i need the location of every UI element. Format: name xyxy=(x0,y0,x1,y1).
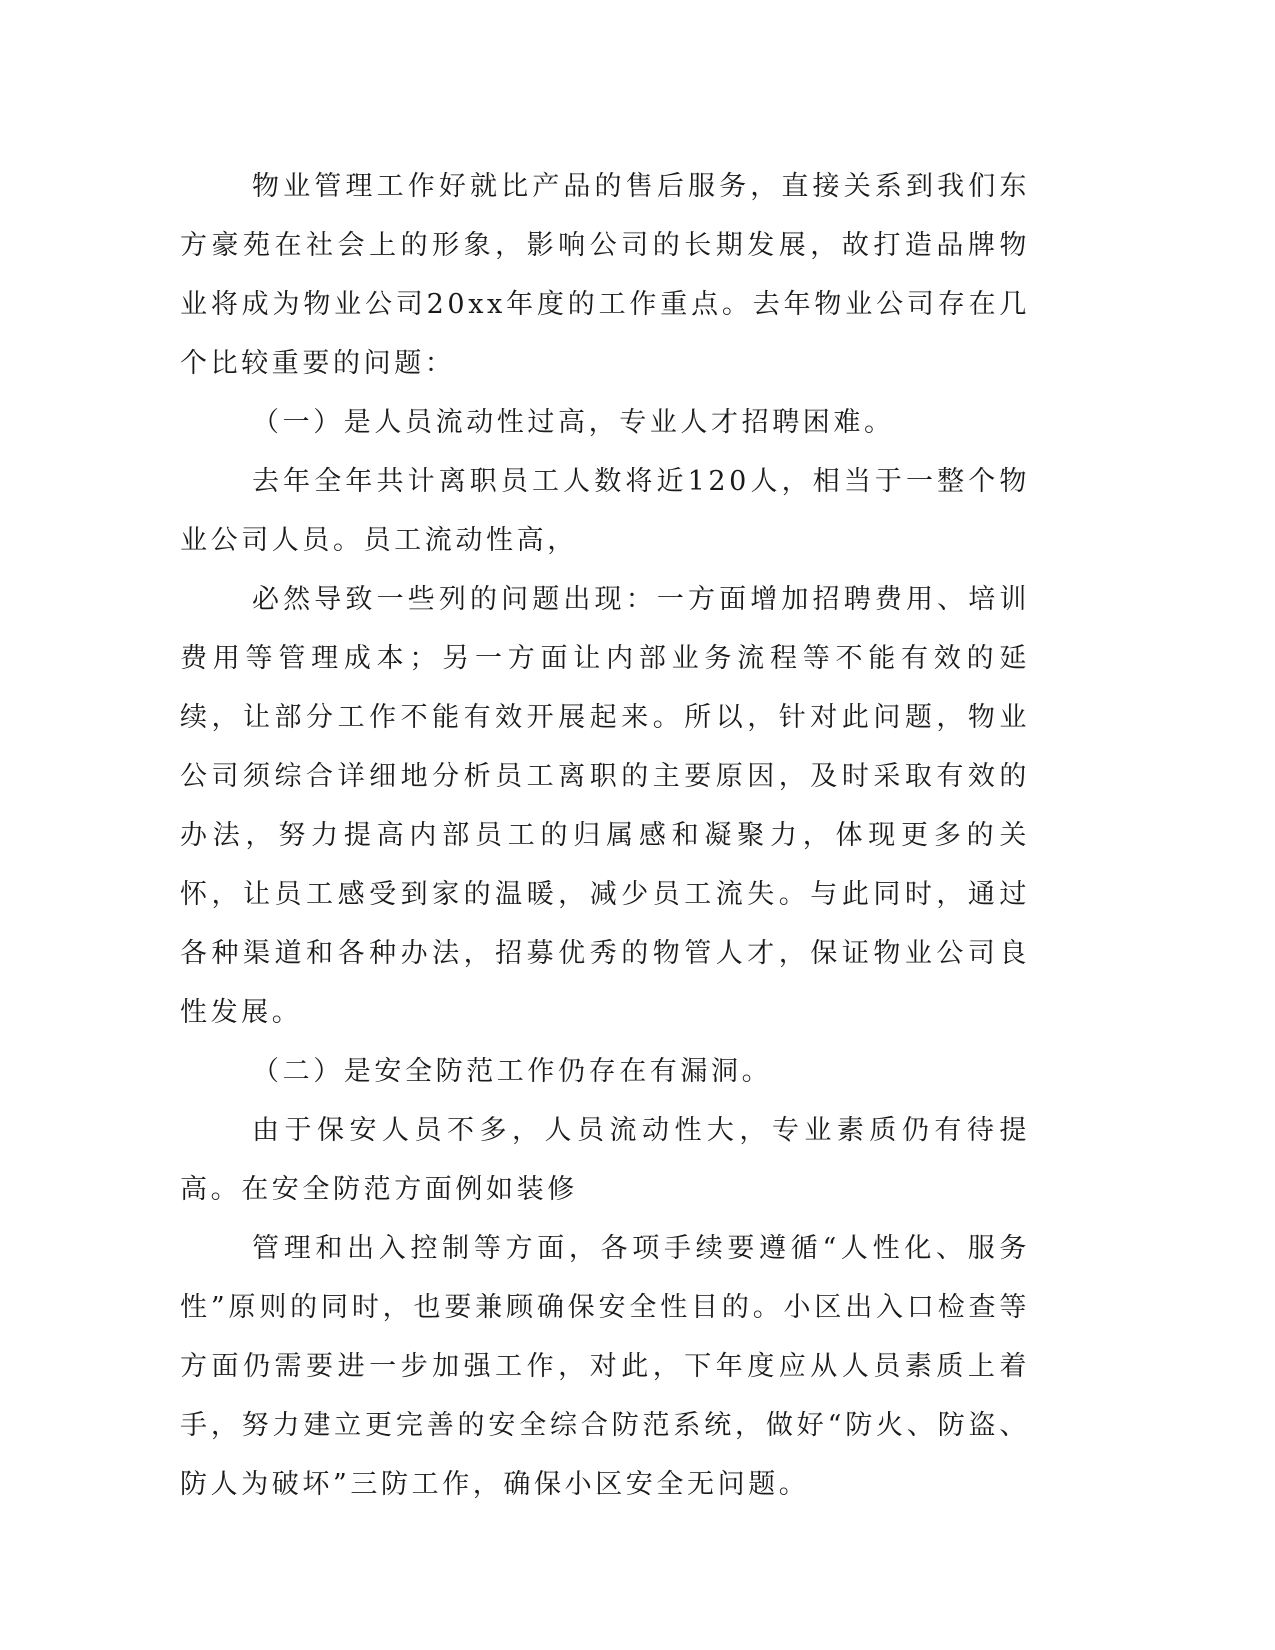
document-body xyxy=(180,157,1030,1514)
paragraph-turnover: 去年全年共计离职员工人数将近120人，相当于一整个物业公司人员。员工流动性高， xyxy=(180,466,1030,556)
heading-issue-two: （二）是安全防范工作仍存在有漏洞。 xyxy=(252,1056,773,1087)
paragraph-security-measures: 管理和出入控制等方面，各项手续要遵循“人性化、服务性”原则的同时，也要兼顾确保安全性目的。小区出入口检查等方面仍需要进一步加强工作，对此，下年度应从人员素质上着手，努力建立更完善的安全综合防范系统，做好“防火、防盗、防人为破坏”三防工作，确保小区安全无问题。 xyxy=(180,1233,1030,1500)
paragraph-security-staff: 由于保安人员不多，人员流动性大，专业素质仍有待提高。在安全防范方面例如装修 xyxy=(180,1115,1030,1205)
paragraph-turnover-consequences: 必然导致一些列的问题出现：一方面增加招聘费用、培训费用等管理成本；另一方面让内部业务流程等不能有效的延续，让部分工作不能有效开展起来。所以，针对此问题，物业公司须综合详细地分析员工离职的主要原因，及时采取有效的办法，努力提高内部员工的归属感和凝聚力，体现更多的关怀，让员工感受到家的温暖，减少员工流失。与此同时，通过各种渠道和各种办法，招募优秀的物管人才，保证物业公司良性发展。 xyxy=(180,584,1030,1028)
heading-issue-one: （一）是人员流动性过高，专业人才招聘困难。 xyxy=(252,407,895,438)
paragraph-intro: 物业管理工作好就比产品的售后服务，直接关系到我们东方豪苑在社会上的形象，影响公司的长期发展，故打造品牌物业将成为物业公司20xx年度的工作重点。去年物业公司存在几个比较重要的问题： xyxy=(180,171,1030,379)
